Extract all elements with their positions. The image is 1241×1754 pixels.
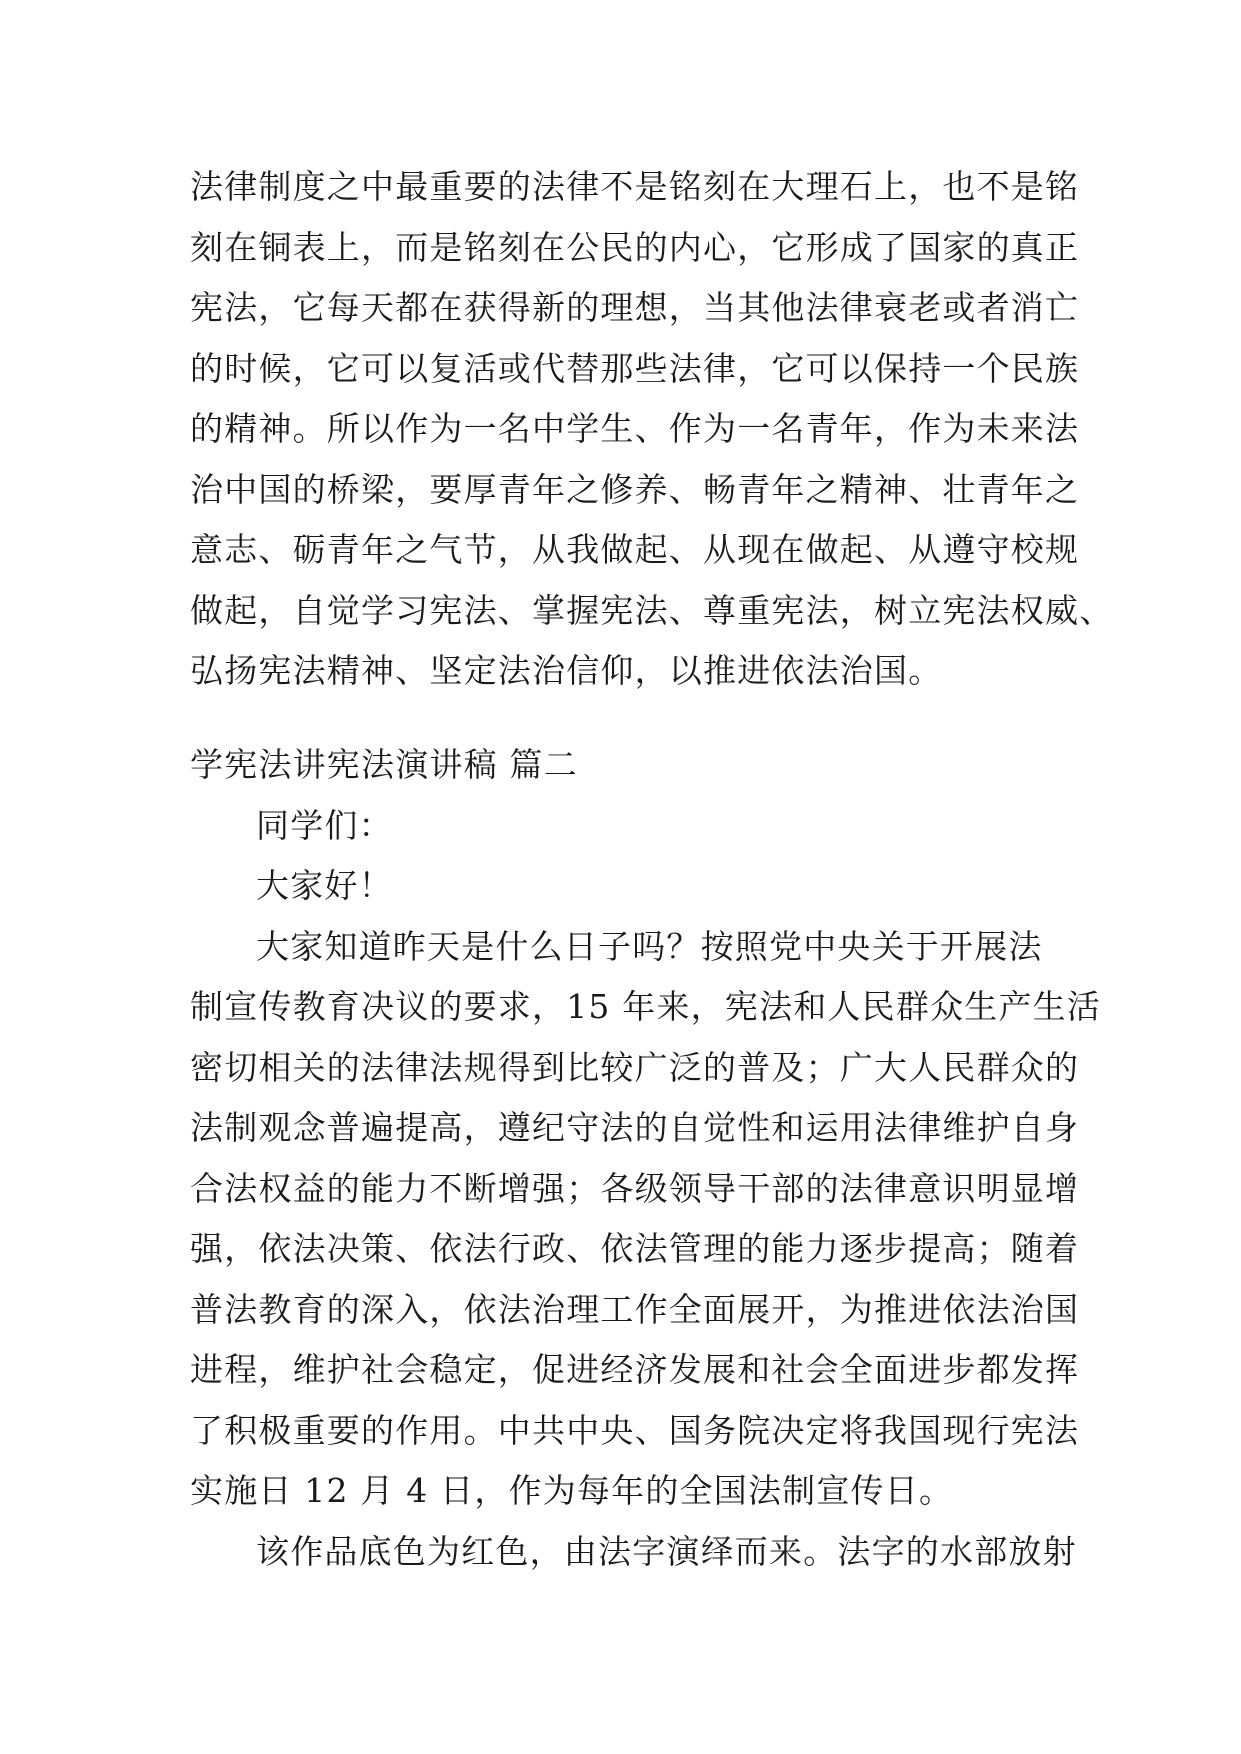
text-line: 弘扬宪法精神、坚定法治信仰，以推进依法治国。 <box>190 651 943 690</box>
text-line: 法律制度之中最重要的法律不是铭刻在大理石上，也不是铭 <box>190 167 1080 206</box>
text-line: 刻在铜表上，而是铭刻在公民的内心，它形成了国家的真正 <box>190 227 1080 267</box>
text-line: 了积极重要的作用。中共中央、国务院决定将我国现行宪法 <box>190 1410 1080 1450</box>
text-line: 该作品底色为红色，由法字演绎而来。法字的水部放射 <box>256 1531 1077 1571</box>
text-line: 进程，维护社会稳定，促进经济发展和社会全面进步都发挥 <box>190 1350 1080 1389</box>
text-line: 宪法，它每天都在获得新的理想，当其他法律衰老或者消亡 <box>190 288 1080 327</box>
text-line: 大家知道昨天是什么日子吗？按照党中央关于开展法 <box>256 926 1043 966</box>
text-line: 普法教育的深入，依法治理工作全面展开，为推进依法治国 <box>190 1289 1080 1329</box>
greeting-students: 同学们： <box>256 805 393 845</box>
text-line: 合法权益的能力不断增强；各级领导干部的法律意识明显增 <box>190 1168 1080 1208</box>
section-heading: 学宪法讲宪法演讲稿 篇二 <box>190 745 578 784</box>
text-line: 制宣传教育决议的要求，15 年来，宪法和人民群众生产生活 <box>190 987 1102 1026</box>
text-line: 的时候，它可以复活或代替那些法律，它可以保持一个民族 <box>190 348 1080 388</box>
text-line: 做起，自觉学习宪法、掌握宪法、尊重宪法，树立宪法权威、 <box>190 590 1114 630</box>
text-line: 的精神。所以作为一名中学生、作为一名青年，作为未来法 <box>190 409 1080 448</box>
text-line: 法制观念普遍提高，遵纪守法的自觉性和运用法律维护自身 <box>190 1108 1080 1147</box>
text-line: 意志、砺青年之气节，从我做起、从现在做起、从遵守校规 <box>190 530 1080 569</box>
text-line: 密切相关的法律法规得到比较广泛的普及；广大人民群众的 <box>190 1047 1080 1087</box>
section-two <box>190 735 1102 1582</box>
text-line: 强，依法决策、依法行政、依法管理的能力逐步提高；随着 <box>190 1229 1080 1268</box>
greeting-everyone: 大家好！ <box>256 866 393 905</box>
text-line: 实施日 12 月 4 日，作为每年的全国法制宣传日。 <box>190 1471 954 1510</box>
text-line: 治中国的桥梁，要厚青年之修养、畅青年之精神、壮青年之 <box>190 469 1080 509</box>
paragraph-constitution-spirit <box>190 157 1114 702</box>
